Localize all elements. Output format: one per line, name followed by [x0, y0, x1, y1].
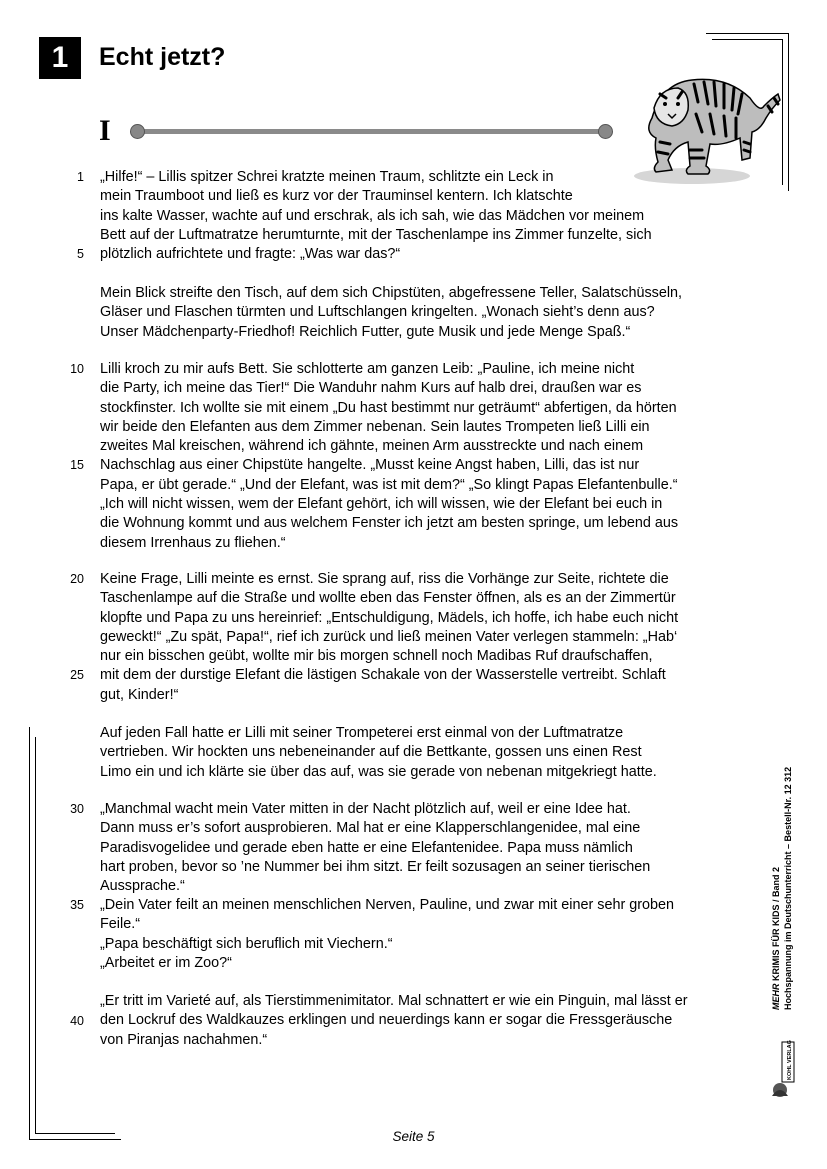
paragraph — [100, 284, 730, 342]
text-line: Keine Frage, Lilli meinte es ernst. Sie sprang auf, riss die Vorhänge zur Seite, richtete die — [100, 571, 669, 587]
paragraph — [100, 360, 730, 553]
text-line: Bett auf der Luftmatratze herumturnte, mit der Taschenlampe ins Zimmer funzelte, sich — [100, 226, 652, 243]
series-prefix: MEHR — [771, 983, 781, 1010]
chapter-number-badge — [39, 37, 81, 79]
text-line: mein Traumboot und ließ es kurz vor der Trauminsel kentern. Ich klatschte — [100, 188, 573, 205]
text-line: Paradisvogelidee und gerade eben hatte er eine Elefantenidee. Papa muss nämlich — [100, 839, 633, 856]
text-line: Gläser und Flaschen türmten und Luftschlangen kringelten. „Wonach sieht’s denn aus? — [100, 304, 655, 321]
decorative-bar — [137, 129, 605, 134]
text-line: zweites Mal kreischen, während ich gähnte, meinen Arm ausstreckte und nach einem — [100, 438, 644, 455]
line-number: 20 — [70, 572, 84, 586]
text-line: Nachschlag aus einer Chipstüte hangelte. „Musst keine Angst haben, Lilli, das ist nur — [100, 457, 640, 474]
frame-top-right-vertical-inner — [782, 39, 783, 185]
text-line: Mein Blick streifte den Tisch, auf dem sich Chipstüten, abgefressene Teller, Salatschüsseln, — [100, 285, 683, 301]
text-line: Aussprache.“ — [100, 878, 185, 895]
text-line: Limo ein und ich klärte sie über das auf, was sie gerade von nebenan mitgekriegt hatte. — [100, 763, 657, 780]
page-title: Echt jetzt? — [99, 43, 226, 71]
text-line: „Hilfe!“ – Lillis spitzer Schrei kratzte meinen Traum, schlitzte ein Leck in — [100, 169, 554, 185]
text-line: „Er tritt im Varieté auf, als Tierstimmenimitator. Mal schnattert er wie ein Pinguin, mal lässt er — [100, 993, 688, 1009]
frame-top-right-vertical — [788, 33, 789, 191]
text-line: gut, Kinder!“ — [100, 686, 179, 703]
paragraph — [100, 724, 730, 782]
line-number: 1 — [77, 170, 84, 184]
text-line: den Lockruf des Waldkauzes erklingen und neuerdings kann er sogar die Fressgeräusche — [100, 1012, 673, 1029]
line-number: 15 — [70, 458, 84, 472]
text-line: vertrieben. Wir hockten uns nebeneinander auf die Bettkante, gossen uns einen Rest — [100, 744, 642, 761]
text-line: Lilli kroch zu mir aufs Bett. Sie schlotterte am ganzen Leib: „Pauline, ich meine nicht — [100, 361, 635, 377]
frame-bottom-left-vertical — [29, 727, 30, 1139]
publisher-logo — [768, 1040, 798, 1100]
text-line: Papa, er übt gerade.“ „Und der Elefant, was ist mit dem?“ „So klingt Papas Elefantenbulle.“ — [100, 476, 678, 493]
publisher-name: KOHL VERLAG — [787, 1040, 793, 1080]
text-line: „Dein Vater feilt an meinen menschlichen Nerven, Pauline, und zwar mit einer sehr groben — [100, 897, 675, 913]
text-line: klopfte und Papa zu uns hereinrief: „Entschuldigung, Mädels, ich hoffe, ich habe euch nicht — [100, 609, 679, 626]
text-line: die Party, ich meine das Tier!“ Die Wanduhr nahm Kurs auf halb drei, draußen war es — [100, 380, 642, 397]
paragraph — [100, 992, 730, 1050]
text-line: Taschenlampe auf die Straße und wollte eben das Fenster öffnen, als es an der Zimmertür — [100, 590, 676, 607]
text-line: „Ich will nicht wissen, wem der Elefant gehört, ich will wissen, wie der Elefant bei euch in — [100, 496, 663, 513]
line-number: 25 — [70, 668, 84, 682]
text-line: „Papa beschäftigt sich beruflich mit Viechern.“ — [100, 935, 393, 952]
series-title: KRIMIS FÜR KIDS / Band 2 — [771, 866, 781, 984]
line-number: 5 — [77, 247, 84, 261]
paragraph — [100, 896, 730, 973]
text-line: „Manchmal wacht mein Vater mitten in der Nacht plötzlich auf, weil er eine Idee hat. — [100, 801, 631, 817]
page-number: Seite 5 — [392, 1129, 435, 1144]
separator: – — [783, 843, 793, 849]
text-line: von Piranjas nachahmen.“ — [100, 1031, 268, 1048]
text-line: nur ein bisschen geübt, wollte mir bis morgen schnell noch Madibas Ruf draufschaffen, — [100, 648, 653, 665]
side-publication-info — [770, 730, 794, 1010]
text-line: mit dem der durstige Elefant die lästigen Schakale von der Wasserstelle vertreibt. Schlaft — [100, 667, 666, 684]
text-line: Auf jeden Fall hatte er Lilli mit seiner Trompeterei erst einmal von der Luftmatratze — [100, 725, 624, 741]
line-number: 10 — [70, 362, 84, 376]
text-line: geweckt!“ „Zu spät, Papa!“, rief ich zurück und ließ meinen Vater verlegen stammeln: „Hab‘ — [100, 628, 678, 645]
frame-top-right-horizontal-inner — [712, 39, 782, 40]
line-number: 40 — [70, 1014, 84, 1028]
frame-bottom-left-vertical-inner — [35, 737, 36, 1133]
text-line: die Wohnung kommt und aus welchem Fenster ich jetzt am besten springe, um lebend aus — [100, 515, 679, 532]
text-line: hart proben, bevor so ’ne Nummer bei ihm sitzt. Er feilt sozusagen an seiner tierischen — [100, 858, 651, 875]
paragraph — [100, 800, 730, 896]
text-line: wir beide den Elefanten aus dem Zimmer nebenan. Sein lautes Trompeten ließ Lilli ein — [100, 418, 650, 435]
tiger-illustration — [632, 58, 782, 186]
decorative-bar-knob-right — [598, 124, 613, 139]
line-number: 30 — [70, 802, 84, 816]
paragraph — [100, 168, 730, 264]
chapter-number: 1 — [51, 41, 69, 74]
text-line: diesem Irrenhaus zu fliehen.“ — [100, 534, 286, 551]
paragraph — [100, 570, 730, 705]
text-line: ins kalte Wasser, wachte auf und erschrak, als ich sah, wie das Mädchen vor meinem — [100, 207, 645, 224]
series-subtitle: Hochspannung im Deutschunterricht — [783, 851, 793, 1010]
section-marker: I — [99, 114, 111, 147]
text-line: plötzlich aufrichtete und fragte: „Was war das?“ — [100, 246, 401, 263]
order-number: Bestell-Nr. 12 312 — [783, 766, 793, 842]
text-line: Dann muss er’s sofort ausprobieren. Mal hat er eine Klapperschlangenidee, mal eine — [100, 820, 641, 837]
text-line: Unser Mädchenparty-Friedhof! Reichlich Futter, gute Musik und jede Menge Spaß.“ — [100, 323, 631, 340]
decorative-bar-knob-left — [130, 124, 145, 139]
text-line: „Arbeitet er im Zoo?“ — [100, 954, 232, 971]
text-line: Feile.“ — [100, 916, 140, 933]
frame-top-right-horizontal — [706, 33, 788, 34]
text-line: stockfinster. Ich wollte sie mit einem „Du hast bestimmt nur geträumt“ abfertigen, da hörten — [100, 399, 677, 416]
line-number: 35 — [70, 898, 84, 912]
